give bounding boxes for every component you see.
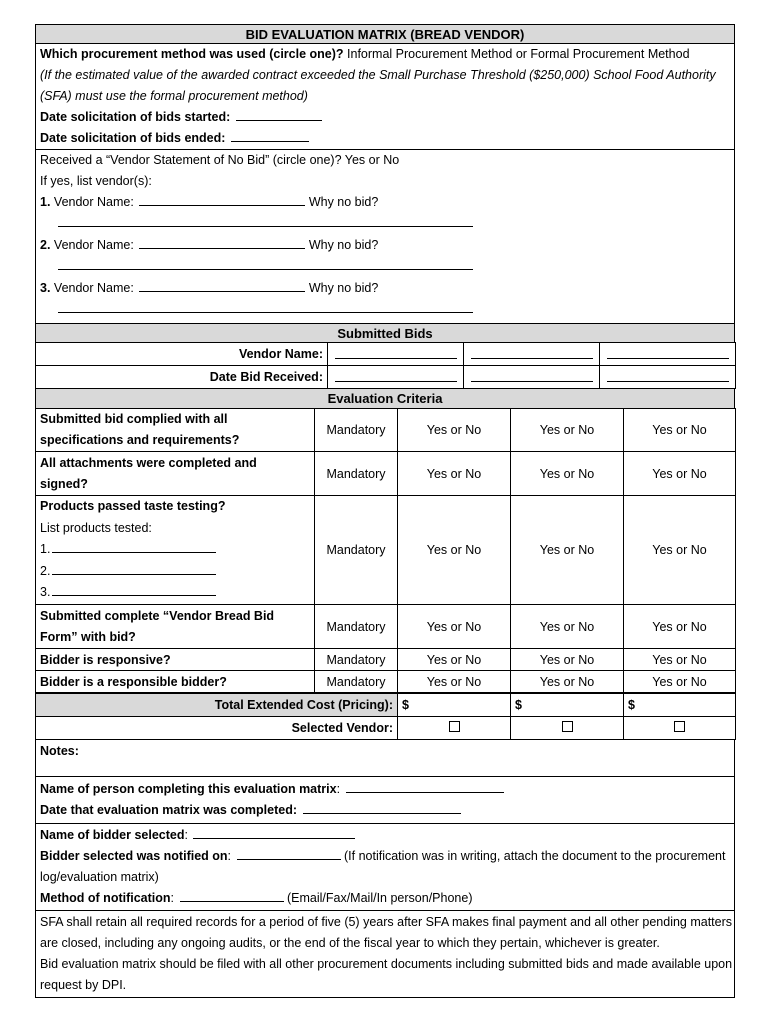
notified-label: Bidder selected was notified on xyxy=(40,849,228,863)
no-bid-vendor-label: Vendor Name: xyxy=(53,281,134,295)
selection-section xyxy=(35,823,735,910)
criteria-row xyxy=(36,452,736,496)
evaluation-criteria-table xyxy=(35,408,736,693)
criteria-yes-no-2[interactable]: Yes or No xyxy=(511,496,624,605)
criteria-type: Mandatory xyxy=(315,496,398,605)
notified-date-field[interactable] xyxy=(237,847,341,860)
selected-vendor-checkbox-1[interactable] xyxy=(398,717,511,740)
tested-product-field[interactable] xyxy=(52,583,216,596)
criteria-type: Mandatory xyxy=(315,605,398,649)
bidder-selected-field[interactable] xyxy=(193,826,355,839)
method-row: Method of notification: (Email/Fax/Mail/In person/Phone) xyxy=(40,891,473,905)
criteria-type: Mandatory xyxy=(315,671,398,693)
no-bid-vendor-label: Vendor Name: xyxy=(53,238,134,252)
notified-row: Bidder selected was notified on: (If notification was in writing, attach the document to the procurement xyxy=(40,849,726,863)
total-cost-field-3[interactable]: $ xyxy=(624,694,736,717)
criteria-yes-no-3[interactable]: Yes or No xyxy=(624,496,736,605)
selected-vendor-checkbox-3[interactable] xyxy=(624,717,736,740)
no-bid-why-label: Why no bid? xyxy=(308,238,379,252)
person-completing-label: Name of person completing this evaluation matrix xyxy=(40,782,337,796)
total-cost-label: Total Extended Cost (Pricing): xyxy=(36,694,398,717)
criteria-row xyxy=(36,649,736,671)
form-title: BID EVALUATION MATRIX (BREAD VENDOR) xyxy=(35,24,735,43)
criteria-row-taste-testing xyxy=(36,496,736,605)
notified-note: (If notification was in writing, attach the document to the procurement xyxy=(344,849,726,863)
no-bid-vendor-2 xyxy=(36,235,734,256)
criteria-yes-no-2[interactable]: Yes or No xyxy=(511,409,624,452)
date-ended-label: Date solicitation of bids ended: xyxy=(40,131,226,145)
method-field[interactable] xyxy=(180,889,284,902)
retention-line-4: request by DPI. xyxy=(40,978,127,992)
criteria-yes-no-2[interactable]: Yes or No xyxy=(511,671,624,693)
selected-vendor-checkbox-2[interactable] xyxy=(511,717,624,740)
criteria-yes-no-1[interactable]: Yes or No xyxy=(398,409,511,452)
no-bid-vendor-num: 2. xyxy=(40,238,51,252)
date-completed-row xyxy=(36,800,734,821)
criteria-label: Submitted bid complied with all specifications and requirements? xyxy=(36,409,315,452)
total-cost-field-1[interactable]: $ xyxy=(398,694,511,717)
no-bid-vendor-num: 1. xyxy=(40,195,51,209)
criteria-label: Products passed taste testing? List products tested: 1. 2. 3. xyxy=(36,496,315,605)
notified-note-2: log/evaluation matrix) xyxy=(40,870,159,884)
criteria-yes-no-1[interactable]: Yes or No xyxy=(398,496,511,605)
no-bid-why-label: Why no bid? xyxy=(308,195,379,209)
date-ended-row xyxy=(36,128,734,149)
selected-vendor-label: Selected Vendor: xyxy=(36,717,398,740)
procurement-note-1: (If the estimated value of the awarded contract exceeded the Small Purchase Threshold ($250,000) School Food Authority xyxy=(40,68,716,82)
criteria-yes-no-2[interactable]: Yes or No xyxy=(511,452,624,496)
procurement-question-label: Which procurement method was used (circle one)? xyxy=(40,47,344,61)
no-bid-if-yes: If yes, list vendor(s): xyxy=(40,174,152,188)
completion-section xyxy=(35,776,735,823)
no-bid-vendor-num: 3. xyxy=(40,281,51,295)
vendor-name-label: Vendor Name: xyxy=(36,343,328,366)
tested-product-field[interactable] xyxy=(52,562,216,575)
criteria-yes-no-3[interactable]: Yes or No xyxy=(624,649,736,671)
criteria-row xyxy=(36,605,736,649)
criteria-yes-no-1[interactable]: Yes or No xyxy=(398,671,511,693)
no-bid-reason-field[interactable] xyxy=(58,225,473,227)
no-bid-vendor-field[interactable] xyxy=(139,236,305,249)
no-bid-vendor-1 xyxy=(36,192,734,213)
submitted-bids-title: Submitted Bids xyxy=(35,323,735,342)
criteria-yes-no-3[interactable]: Yes or No xyxy=(624,605,736,649)
criteria-yes-no-2[interactable]: Yes or No xyxy=(511,649,624,671)
date-completed-field[interactable] xyxy=(303,801,461,814)
criteria-label: Bidder is responsive? xyxy=(36,649,315,671)
date-received-field-1[interactable] xyxy=(328,366,464,389)
no-bid-reason-field[interactable] xyxy=(58,268,473,270)
no-bid-vendor-3 xyxy=(36,278,734,299)
criteria-yes-no-1[interactable]: Yes or No xyxy=(398,605,511,649)
criteria-row xyxy=(36,671,736,693)
vendor-name-field-3[interactable] xyxy=(600,343,736,366)
retention-line-1: SFA shall retain all required records for a period of five (5) years after SFA makes final payment and all other pending matters xyxy=(40,915,733,929)
procurement-options[interactable]: Informal Procurement Method or Formal Procurement Method xyxy=(347,47,690,61)
no-bid-question[interactable]: Received a “Vendor Statement of No Bid” (circle one)? Yes or No xyxy=(40,153,400,167)
retention-note xyxy=(35,910,735,998)
bid-evaluation-form xyxy=(35,24,735,998)
retention-line-3: Bid evaluation matrix should be filed with all other procurement documents including submitted bids and made available upon xyxy=(40,957,733,971)
criteria-yes-no-1[interactable]: Yes or No xyxy=(398,452,511,496)
tested-product-field[interactable] xyxy=(52,540,216,553)
criteria-type: Mandatory xyxy=(315,409,398,452)
procurement-section xyxy=(35,43,735,149)
no-bid-vendor-label: Vendor Name: xyxy=(53,195,134,209)
notes-field[interactable]: Notes: xyxy=(35,740,735,776)
procurement-note-2: (SFA) must use the formal procurement method) xyxy=(40,89,308,103)
date-ended-field[interactable] xyxy=(231,129,309,142)
criteria-yes-no-2[interactable]: Yes or No xyxy=(511,605,624,649)
criteria-label: Submitted complete “Vendor Bread Bid Form” with bid? xyxy=(36,605,315,649)
submitted-bids-table xyxy=(35,342,736,389)
no-bid-reason-field[interactable] xyxy=(58,311,473,313)
retention-line-2: are closed, including any ongoing audits, or the end of the fiscal year to which they pertain, whichever is greater. xyxy=(40,936,660,950)
date-completed-label: Date that evaluation matrix was completed: xyxy=(40,803,298,817)
criteria-yes-no-3[interactable]: Yes or No xyxy=(624,452,736,496)
total-cost-field-2[interactable]: $ xyxy=(511,694,624,717)
criteria-yes-no-3[interactable]: Yes or No xyxy=(624,409,736,452)
person-completing-row: Name of person completing this evaluation matrix: xyxy=(36,779,734,800)
no-bid-why-label: Why no bid? xyxy=(308,281,379,295)
criteria-yes-no-1[interactable]: Yes or No xyxy=(398,649,511,671)
evaluation-criteria-title: Evaluation Criteria xyxy=(35,389,735,408)
person-completing-field[interactable] xyxy=(346,780,504,793)
no-bid-vendor-field[interactable] xyxy=(139,279,305,292)
date-received-field-3[interactable] xyxy=(600,366,736,389)
date-started-label: Date solicitation of bids started: xyxy=(40,110,231,124)
criteria-label: Bidder is a responsible bidder? xyxy=(36,671,315,693)
date-started-field[interactable] xyxy=(236,108,322,121)
date-received-field-2[interactable] xyxy=(464,366,600,389)
no-bid-vendor-field[interactable] xyxy=(139,193,305,206)
criteria-label: All attachments were completed and signed? xyxy=(36,452,315,496)
no-bid-section xyxy=(35,149,735,323)
procurement-question xyxy=(36,44,734,65)
date-started-row xyxy=(36,107,734,128)
totals-table xyxy=(35,693,736,740)
criteria-row xyxy=(36,409,736,452)
criteria-type: Mandatory xyxy=(315,452,398,496)
bidder-selected-label: Name of bidder selected xyxy=(40,828,185,842)
criteria-yes-no-3[interactable]: Yes or No xyxy=(624,671,736,693)
method-note: (Email/Fax/Mail/In person/Phone) xyxy=(286,891,473,905)
vendor-name-field-2[interactable] xyxy=(464,343,600,366)
method-label: Method of notification xyxy=(40,891,171,905)
bidder-selected-row: Name of bidder selected: xyxy=(36,825,734,846)
criteria-type: Mandatory xyxy=(315,649,398,671)
date-received-label: Date Bid Received: xyxy=(36,366,328,389)
vendor-name-field-1[interactable] xyxy=(328,343,464,366)
